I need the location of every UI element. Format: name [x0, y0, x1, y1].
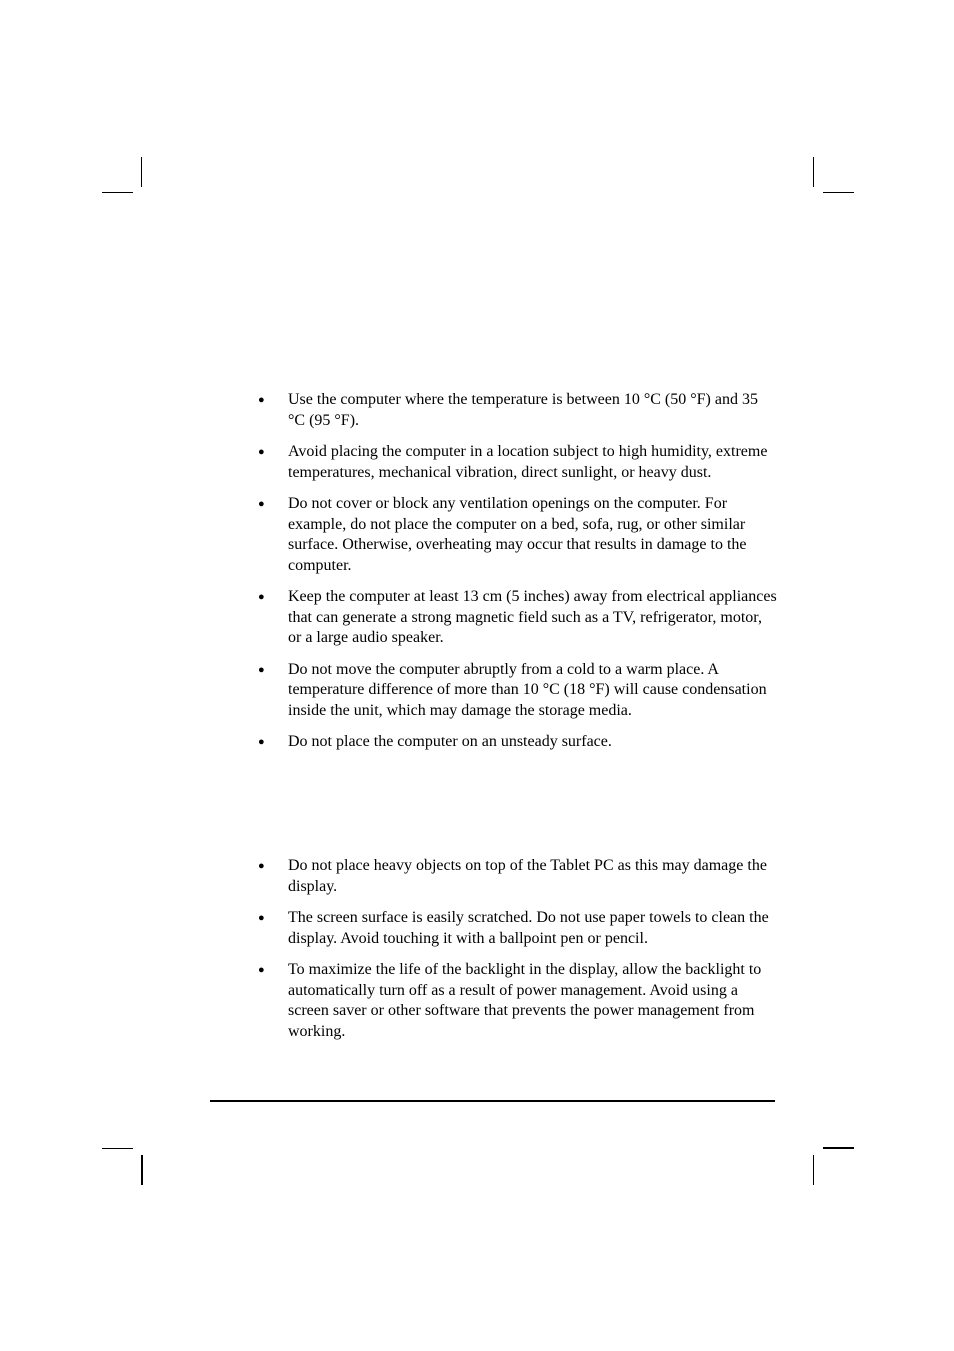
- crop-mark-top-right-vertical: [813, 157, 814, 187]
- bullet-icon: ●: [258, 964, 265, 976]
- crop-mark-bottom-left-horizontal: [102, 1148, 133, 1149]
- list-item-text: Use the computer where the temperature is between 10 °C (50 °F) and 35 °C (95 °F).: [288, 391, 758, 429]
- list-item: [258, 960, 778, 1042]
- list-item: [258, 856, 778, 897]
- display-care-list: [258, 856, 778, 1053]
- list-item-text: Do not move the computer abruptly from a cold to a warm place. A temperature difference of more than 10 °C (18 °F) will cause condensation inside the unit, which may damage the storage media.: [288, 660, 767, 719]
- footer-rule: [210, 1100, 775, 1102]
- list-item-text: Do not cover or block any ventilation openings on the computer. For example, do not place the computer on a bed, sofa, rug, or other similar surface. Otherwise, overheating may occur that results in damage to the computer.: [288, 495, 747, 574]
- crop-mark-bottom-right-vertical: [813, 1155, 814, 1185]
- bullet-icon: ●: [258, 912, 265, 924]
- crop-mark-bottom-right-horizontal: [823, 1147, 854, 1149]
- bullet-icon: ●: [258, 446, 265, 458]
- list-item-text: To maximize the life of the backlight in the display, allow the backlight to automatically turn off as a result of power management. Avoid using a screen saver or other software that prevents the power management from working.: [288, 961, 762, 1040]
- list-item-text: Avoid placing the computer in a location subject to high humidity, extreme temperatures, mechanical vibration, direct sunlight, or heavy dust.: [288, 443, 768, 481]
- list-item-text: Keep the computer at least 13 cm (5 inches) away from electrical appliances that can generate a strong magnetic field such as a TV, refrigerator, motor, or a large audio speaker.: [288, 588, 777, 646]
- list-item-text: Do not place the computer on an unsteady surface.: [288, 733, 612, 750]
- crop-mark-top-right-horizontal: [823, 192, 854, 193]
- list-item: [258, 660, 778, 722]
- list-item: [258, 732, 778, 753]
- crop-mark-bottom-left-vertical: [141, 1155, 143, 1185]
- crop-mark-top-left-horizontal: [102, 192, 133, 193]
- bullet-icon: ●: [258, 591, 265, 603]
- list-item: [258, 442, 778, 483]
- list-item: [258, 587, 778, 649]
- list-item: [258, 494, 778, 576]
- list-item: [258, 908, 778, 949]
- list-item-text: The screen surface is easily scratched. Do not use paper towels to clean the display. Avoid touching it with a ballpoint pen or pencil.: [288, 909, 769, 947]
- crop-mark-top-left-vertical: [141, 157, 142, 187]
- bullet-icon: ●: [258, 394, 265, 406]
- bullet-icon: ●: [258, 498, 265, 510]
- bullet-icon: ●: [258, 860, 265, 872]
- list-item-text: Do not place heavy objects on top of the Tablet PC as this may damage the display.: [288, 857, 767, 895]
- list-item: [258, 390, 778, 431]
- environment-guidelines-list: [258, 390, 778, 764]
- bullet-icon: ●: [258, 663, 265, 676]
- bullet-icon: ●: [258, 736, 265, 748]
